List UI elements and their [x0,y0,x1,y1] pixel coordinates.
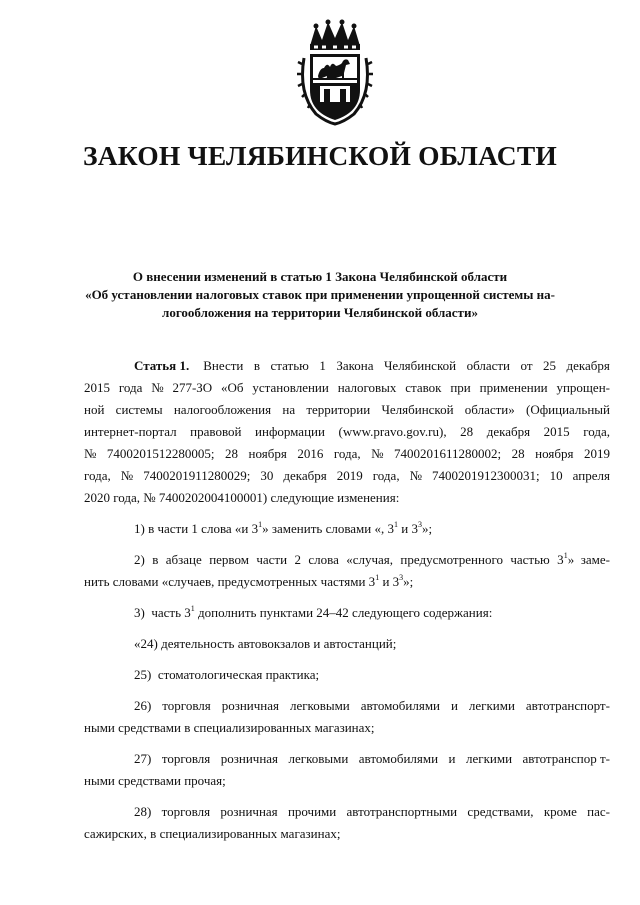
item-2-line-1 [84,549,610,571]
document-title: ЗАКОН ЧЕЛЯБИНСКОЙ ОБЛАСТИ [83,140,557,171]
word: правовой [190,424,242,439]
word: от [520,358,533,373]
word: автомобилями [358,751,439,766]
item-2-line-2 [84,571,610,593]
word: Челябинской [381,402,454,417]
article-body [84,355,610,845]
word: налогообложения [173,402,272,417]
word: декабря [566,358,610,373]
word: средствами, [467,804,534,819]
word: № [409,468,422,483]
word: 2019 [583,446,610,461]
article-label: Статья 1. [134,358,190,373]
word: 28) [134,804,152,819]
item-27-line-1 [84,748,610,770]
word: 30 [260,468,274,483]
item-text: и 3 [379,574,400,589]
word: интернет-портал [84,424,177,439]
superscript: 1 [258,519,263,529]
word: (Официальный [526,402,610,417]
word: предусмотренного [400,552,503,567]
item-24: «24) деятельность автовокзалов и автостанций; [134,636,397,651]
word: первом [209,552,249,567]
item-text: дополнить пунктами 24–42 следующего содержания: [194,605,493,620]
item-27-line-2: ными средствами прочая; [84,773,226,788]
word: года, [583,424,610,439]
intro-line [84,443,610,465]
word: 2 [294,552,301,567]
word: торговля [161,804,211,819]
word: года, [333,446,361,461]
word: 2016 [297,446,324,461]
word: 2) [134,552,145,567]
word: легкими [468,698,515,713]
item-2-sup [564,549,610,571]
word: слова [308,552,339,567]
word: 26) [134,698,152,713]
word: установлении [252,380,329,395]
word: применении [479,380,548,395]
word: 7400201911280029; [143,468,251,483]
word: и [450,698,458,713]
word: торговля [161,751,211,766]
subject-line: логообложения на территории Челябинской области» [162,305,478,320]
word: налоговых [337,380,397,395]
word: ноября [248,446,287,461]
word: и [448,751,456,766]
intro-line [84,421,610,443]
item-text: 3) часть 3 [134,605,191,620]
item-26-line-1 [84,695,610,717]
word: № [84,446,97,461]
word: года [118,380,143,395]
item-text: и 3 [398,521,418,536]
word: автотранспор т- [522,751,610,766]
word: ставок [405,380,442,395]
word: 28 [225,446,239,461]
word: 2015 [543,424,570,439]
superscript: 1 [190,603,195,613]
subject-line: О внесении изменений в статью 1 Закона Челябинской области [132,269,508,284]
word: при [450,380,471,395]
law-subject-heading [80,268,560,322]
word: 3 [557,552,564,567]
word: статью [270,358,309,373]
item-28-line-2: сажирских, в специализированных магазинах; [84,826,341,841]
intro-line [84,399,610,421]
word: 7400201512280005; [106,446,215,461]
word: № [151,380,164,395]
item-text: » заменить словами «, 3 [262,521,394,536]
chelyabinsk-coat-of-arms-icon [296,18,374,126]
word: на [282,402,296,417]
item-text: »; [421,521,433,536]
item-2-words [134,549,564,571]
word: № [120,468,134,483]
word: легковыми [289,698,350,713]
intro-line [189,355,610,377]
word: 10 [549,468,563,483]
word: автотранспорт- [525,698,610,713]
word: декабря [283,468,327,483]
word: «случая, [346,552,394,567]
word: 1 [319,358,326,373]
article-first-line [84,355,610,377]
item-3 [84,602,610,624]
item-1 [84,518,610,540]
word: упрощен- [556,380,610,395]
word: № [371,446,384,461]
word: (www.pravo.gov.ru), [338,424,447,439]
word: системы [115,402,163,417]
word: прочими [287,804,337,819]
word: розничная [221,698,279,713]
intro-last-line: 2020 года, № 7400202004100001) следующие изменения: [84,490,400,505]
word: автотранспортными [346,804,458,819]
word: ноября [535,446,574,461]
word: года, [84,468,111,483]
word: информации [255,424,325,439]
word: ной [84,402,105,417]
word: 7400201611280002; [394,446,502,461]
word: декабря [486,424,531,439]
word: территории [306,402,371,417]
item-25: 25) стоматологическая практика; [134,667,320,682]
word: 28 [460,424,474,439]
word: частью [510,552,550,567]
word: легковыми [288,751,349,766]
intro-line [84,465,610,487]
word: 27) [134,751,152,766]
word: «Об [221,380,244,395]
item-26-line-2: ными средствами в специализированных магазинах; [84,720,375,735]
word: автомобилями [360,698,441,713]
word: 277-ЗО [172,380,213,395]
item-text: нить словами «случаев, предусмотренных частями 3 [84,574,376,589]
word: 28 [511,446,525,461]
word: пас- [587,804,610,819]
word: области» [464,402,515,417]
word: розничная [220,804,278,819]
superscript: 3 [417,519,422,529]
superscript: 3 [399,572,404,582]
subject-line: «Об установлении налоговых ставок при применении упрощенной системы на- [85,287,555,302]
item-28-line-1 [84,801,610,823]
word: торговля [162,698,211,713]
word: года, [372,468,400,483]
word: розничная [220,751,279,766]
item-text: »; [403,574,414,589]
word: апреля [572,468,610,483]
item-text: 1) в части 1 слова «и 3 [134,521,259,536]
word: кроме [543,804,577,819]
word: Закона [336,358,374,373]
word: 7400201912300031; [432,468,540,483]
word: 2015 [84,380,110,395]
word: области [466,358,511,373]
word: абзаце [165,552,202,567]
word: 2019 [336,468,363,483]
word: 25 [543,358,557,373]
item-text: » заме- [567,552,610,567]
intro-line [84,377,610,399]
word: в [152,552,159,567]
word: легкими [465,751,513,766]
word: Внести [203,358,244,373]
superscript: 1 [375,572,380,582]
superscript: 1 [563,550,568,560]
superscript: 1 [394,519,398,529]
word: части [256,552,288,567]
word: в [253,358,260,373]
word: Челябинской [383,358,457,373]
